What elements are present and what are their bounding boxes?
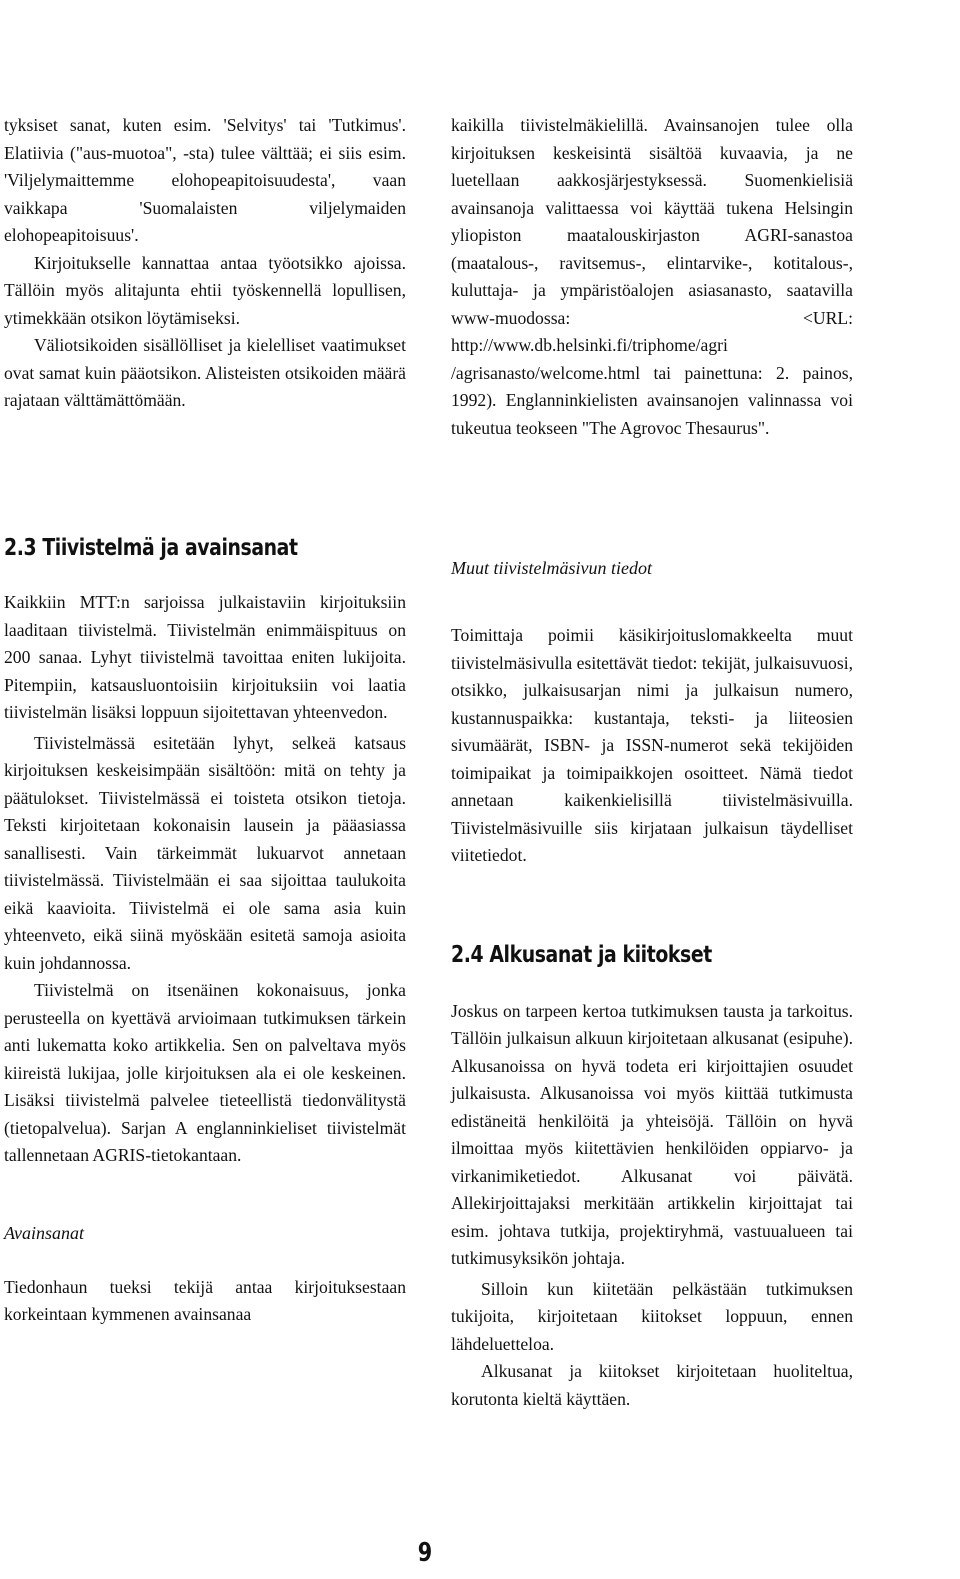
paragraph: Väliotsikoiden sisällölliset ja kielelliset vaatimukset ovat samat kuin pääotsikon. Alisteisten otsikoiden määrä rajataan välttämättömään.	[4, 335, 406, 410]
right-column-top	[451, 112, 853, 442]
left-column-top	[4, 112, 406, 415]
section-heading: 2.4 Alkusanat ja kiitokset	[451, 941, 712, 968]
section-muut-tiedot	[451, 555, 853, 1413]
paragraph: Tiivistelmä on itsenäinen kokonaisuus, jonka perusteella on kyettävä arvioimaan tutkimuksen tärkein anti lukematta koko artikkelia. Sen on palveltava myös kiireistä lukijaa, jolle kirjoituksen ala ei ole keskeinen. Lisäksi tiivistelmä palvelee tieteellistä tiedonvälitystä (tietopalvelua). Sarjan A englanninkieliset tiivistelmät tallennetaan AGRIS-tietokantaan.	[4, 980, 406, 1165]
subheading: Muut tiivistelmäsivun tiedot	[451, 558, 652, 578]
paragraph: Tiedonhaun tueksi tekijä antaa kirjoituksestaan korkeintaan kymmenen avainsanaa	[4, 1276, 406, 1324]
page-number: 9	[417, 1538, 433, 1568]
section-heading: 2.3 Tiivistelmä ja avainsanat	[4, 535, 298, 561]
paragraph: Kaikkiin MTT:n sarjoissa julkaistaviin kirjoituksiin laaditaan tiivistelmä. Tiivistelmän enimmäispituus on 200 sanaa. Lyhyt tiivistelmä tavoittaa eniten lukijoita. Pitempiin, katsausluontoisiin kirjoituksiin voi laatia tiivistelmän lisäksi loppuun sijoitettavan yhteenvedon.	[4, 592, 406, 722]
section-2-3	[4, 535, 406, 1329]
paragraph: kaikilla tiivistelmäkielillä. Avainsanojen tulee olla kirjoituksen keskeisintä sisältöä kuvaavia, ja ne luetellaan aakkosjärjestyksessä. Suomenkielisiä avainsanoja valittaessa voi käyttää tukena Helsingin yliopiston maatalouskirjaston AGRI-sanastoa (maatalous-, ravitsemus-, elintarvike-, kotitalous-, kuluttaja- ja ympäristöalojen asiasanasto, saatavilla www-muodossa: <URL: http://www.db.helsinki.fi/triphome/agri /agrisanasto/welcome.html tai painettuna: 2. painos, 1992). Englanninkielisten avainsanojen valinnassa voi tukeutua teokseen "The Agrovoc Thesaurus".	[451, 115, 853, 438]
paragraph: Tiivistelmässä esitetään lyhyt, selkeä katsaus kirjoituksen keskeisimpään sisältöön: mitä on tehty ja päätulokset. Tiivistelmässä ei toisteta otsikon tietoja. Teksti kirjoitetaan kokonaisin lausein ja pääasiassa sanallisesti. Vain tärkeimmät lukuarvot annetaan tiivistelmässä. Tiivistelmään ei saa sijoittaa taulukoita eikä kaavioita. Tiivistelmä ei ole sama asia kuin yhteenveto, eikä siinä myöskään esitetä samoja asioita kuin johdannossa.	[4, 732, 406, 973]
paragraph: Kirjoitukselle kannattaa antaa työotsikko ajoissa. Tällöin myös alitajunta ehtii työskennellä lopullisen, ytimekkään otsikon löytämiseksi.	[4, 252, 406, 328]
paragraph: Joskus on tarpeen kertoa tutkimuksen tausta ja tarkoitus. Tällöin julkaisun alkuun kirjoitetaan alkusanat (esipuhe). Alkusanoissa on hyvä todeta eri kirjoittajien osuudet julkaisusta. Alkusanoissa voi myös kiittää tutkimusta edistäneitä henkilöitä ja yhteisöjä. Tällöin on hyvä ilmoittaa myös kiitettävien henkilöiden oppiarvo- ja virkanimiketiedot. Alkusanat voi päivätä. Allekirjoittajaksi merkitään artikkelin kirjoittajat tai esim. johtava tutkija, projektiryhmä, vastuualueen tai tutkimusyksikön johtaja.	[451, 1000, 853, 1268]
paragraph: Toimittaja poimii käsikirjoituslomakkeelta muut tiivistelmäsivulla esitettävät tiedot: tekijät, julkaisuvuosi, otsikko, julkaisusarjan nimi ja julkaisun numero, kustannuspaikka: kustantaja, teksti- ja liiteosien sivumäärät, ISBN- ja ISSN-numerot sekä tekijöiden toimipaikat ja toimipaikkojen osoitteet. Nämä tiedot annetaan kaikenkielisillä tiivistelmäsivuilla. Tiivistelmäsivuille siis kirjataan julkaisun täydelliset viitetiedot.	[451, 625, 853, 865]
paragraph: tyksiset sanat, kuten esim. 'Selvitys' tai 'Tutkimus'. Elatiivia ("aus-muotoa", -sta) tulee välttää; ei siis esim. 'Viljelymaittemme elohopeapitoisuudesta', vaan vaikkapa 'Suomalaisten viljelymaiden elohopeapitoisuus'.	[4, 115, 406, 245]
paragraph: Alkusanat ja kiitokset kirjoitetaan huoliteltua, korutonta kieltä käyttäen.	[451, 1361, 853, 1409]
subheading: Avainsanat	[4, 1222, 84, 1243]
paragraph: Silloin kun kiitetään pelkästään tutkimuksen tukijoita, kirjoitetaan kiitokset loppuun, ennen lähdeluetteloa.	[451, 1278, 853, 1354]
